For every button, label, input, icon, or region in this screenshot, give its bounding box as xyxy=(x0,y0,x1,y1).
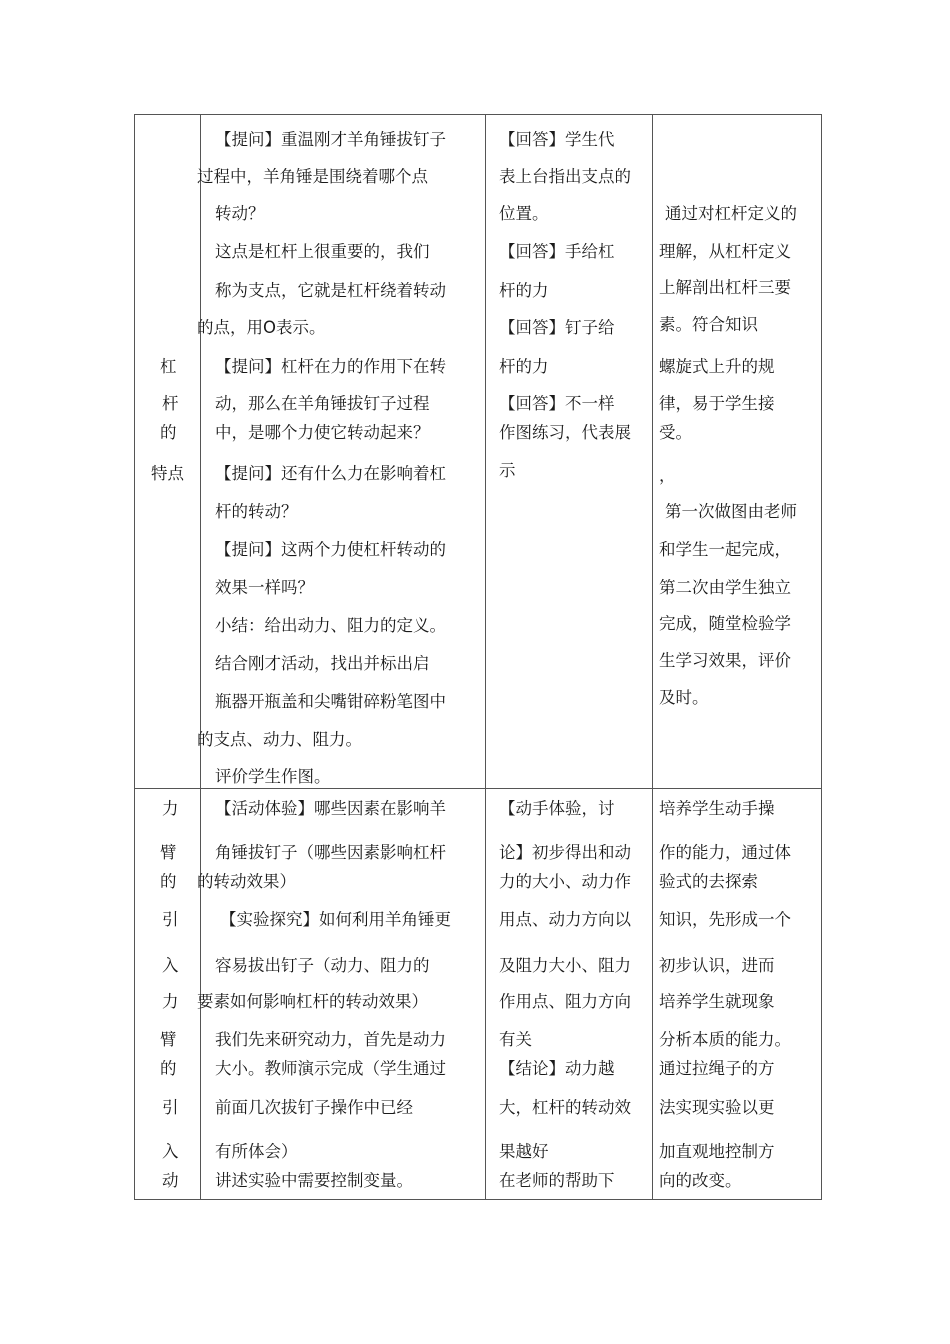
text-line: 大，杠杆的转动效 xyxy=(499,1098,631,1117)
text-line: 【回答】钉子给 xyxy=(499,318,615,337)
text-line: 讲述实验中需要控制变量。 xyxy=(215,1171,413,1190)
text-line: 【实验探究】如何利用羊角锤更 xyxy=(220,910,451,929)
text-line: 知识，先形成一个 xyxy=(659,910,791,929)
topic-char: 特点 xyxy=(151,464,184,483)
text-line: 要素如何影响杠杆的转动效果） xyxy=(197,992,428,1011)
topic-char: 引 xyxy=(162,1098,179,1117)
text-line: ， xyxy=(659,466,676,485)
text-line: 大小。教师演示完成（学生通过 xyxy=(215,1059,446,1078)
text-line: 杆的转动？ xyxy=(215,502,298,521)
text-line: 加直观地控制方 xyxy=(659,1142,775,1161)
text-line: 初步认识，进而 xyxy=(659,956,775,975)
text-line: 【提问】杠杆在力的作用下在转 xyxy=(215,357,446,376)
text-line: 【提问】这两个力使杠杆转动的 xyxy=(215,540,446,559)
text-line: 通过对杠杆定义的 xyxy=(665,204,797,223)
column-divider xyxy=(485,115,486,1199)
text-line: 第一次做图由老师 xyxy=(665,502,797,521)
text-line: 表上台指出支点的 xyxy=(499,167,631,186)
text-line: 在老师的帮助下 xyxy=(499,1171,615,1190)
text-line: 和学生一起完成， xyxy=(659,540,791,559)
topic-char: 入 xyxy=(162,956,179,975)
text-line: 【提问】还有什么力在影响着杠 xyxy=(215,464,446,483)
topic-char: 臂 xyxy=(160,1030,177,1049)
text-line: 的转动效果） xyxy=(197,872,296,891)
text-line: 作图练习，代表展 xyxy=(499,423,631,442)
text-line: 结合刚才活动，找出并标出启 xyxy=(215,654,430,673)
text-line: 效果一样吗？ xyxy=(215,578,314,597)
text-line: 评价学生作图。 xyxy=(215,767,331,786)
topic-char: 力 xyxy=(162,799,179,818)
text-line: 杆的力 xyxy=(499,281,549,300)
text-line: 【活动体验】哪些因素在影响羊 xyxy=(215,799,446,818)
topic-char: 杆 xyxy=(162,394,179,413)
text-line: 【结论】动力越 xyxy=(499,1059,615,1078)
text-line: 中，是哪个力使它转动起来？ xyxy=(215,423,430,442)
row-divider xyxy=(135,788,821,789)
text-line: 容易拔出钉子（动力、阻力的 xyxy=(215,956,430,975)
text-line: 这点是杠杆上很重要的，我们 xyxy=(215,242,430,261)
text-line: 过程中，羊角锤是围绕着哪个点 xyxy=(197,167,428,186)
text-line: 作用点、阻力方向 xyxy=(499,992,631,1011)
text-line: 的点，用O表示。 xyxy=(197,318,326,337)
text-line: 通过拉绳子的方 xyxy=(659,1059,775,1078)
text-line: 果越好 xyxy=(499,1142,549,1161)
text-line: 第二次由学生独立 xyxy=(659,578,791,597)
text-line: 向的改变。 xyxy=(659,1171,742,1190)
text-line: 【提问】重温刚才羊角锤拔钉子 xyxy=(215,130,446,149)
text-line: 完成，随堂检验学 xyxy=(659,614,791,633)
topic-char: 动 xyxy=(162,1171,179,1190)
topic-char: 力 xyxy=(162,992,179,1011)
text-line: 生学习效果，评价 xyxy=(659,651,791,670)
text-line: 转动？ xyxy=(215,204,265,223)
text-line: 有所体会） xyxy=(215,1142,298,1161)
text-line: 法实现实验以更 xyxy=(659,1098,775,1117)
text-line: 培养学生就现象 xyxy=(659,992,775,1011)
text-line: 称为支点，它就是杠杆绕着转动 xyxy=(215,281,446,300)
text-line: 分析本质的能力。 xyxy=(659,1030,791,1049)
column-divider xyxy=(652,115,653,1199)
text-line: 的支点、动力、阻力。 xyxy=(197,730,362,749)
text-line: 瓶器开瓶盖和尖嘴钳碎粉笔图中 xyxy=(215,692,446,711)
text-line: 螺旋式上升的规 xyxy=(659,357,775,376)
text-line: 【回答】不一样 xyxy=(499,394,615,413)
text-line: 素。符合知识 xyxy=(659,315,758,334)
text-line: 培养学生动手操 xyxy=(659,799,775,818)
text-line: 【回答】手给杠 xyxy=(499,242,615,261)
text-line: 动，那么在羊角锤拔钉子过程 xyxy=(215,394,430,413)
text-line: 【动手体验，讨 xyxy=(499,799,615,818)
topic-char: 的 xyxy=(160,872,177,891)
column-divider xyxy=(200,115,201,1199)
text-line: 论】初步得出和动 xyxy=(499,843,631,862)
text-line: 位置。 xyxy=(499,204,549,223)
text-line: 理解，从杠杆定义 xyxy=(659,242,791,261)
text-line: 用点、动力方向以 xyxy=(499,910,631,929)
text-line: 前面几次拔钉子操作中已经 xyxy=(215,1098,413,1117)
text-line: 力的大小、动力作 xyxy=(499,872,631,891)
text-line: 小结：给出动力、阻力的定义。 xyxy=(215,616,446,635)
text-line: 受。 xyxy=(659,423,692,442)
text-line: 上解剖出杠杆三要 xyxy=(659,278,791,297)
topic-char: 杠 xyxy=(160,357,177,376)
topic-char: 臂 xyxy=(160,843,177,862)
text-line: 示 xyxy=(499,461,516,480)
text-line: 验式的去探索 xyxy=(659,872,758,891)
text-line: 有关 xyxy=(499,1030,532,1049)
topic-char: 入 xyxy=(162,1142,179,1161)
text-line: 角锤拔钉子（哪些因素影响杠杆 xyxy=(215,843,446,862)
topic-char: 引 xyxy=(162,910,179,929)
text-line: 律，易于学生接 xyxy=(659,394,775,413)
topic-char: 的 xyxy=(160,423,177,442)
text-line: 【回答】学生代 xyxy=(499,130,615,149)
text-line: 及时。 xyxy=(659,688,709,707)
text-line: 及阻力大小、阻力 xyxy=(499,956,631,975)
text-line: 作的能力，通过体 xyxy=(659,843,791,862)
text-line: 杆的力 xyxy=(499,357,549,376)
text-line: 我们先来研究动力，首先是动力 xyxy=(215,1030,446,1049)
topic-char: 的 xyxy=(160,1059,177,1078)
